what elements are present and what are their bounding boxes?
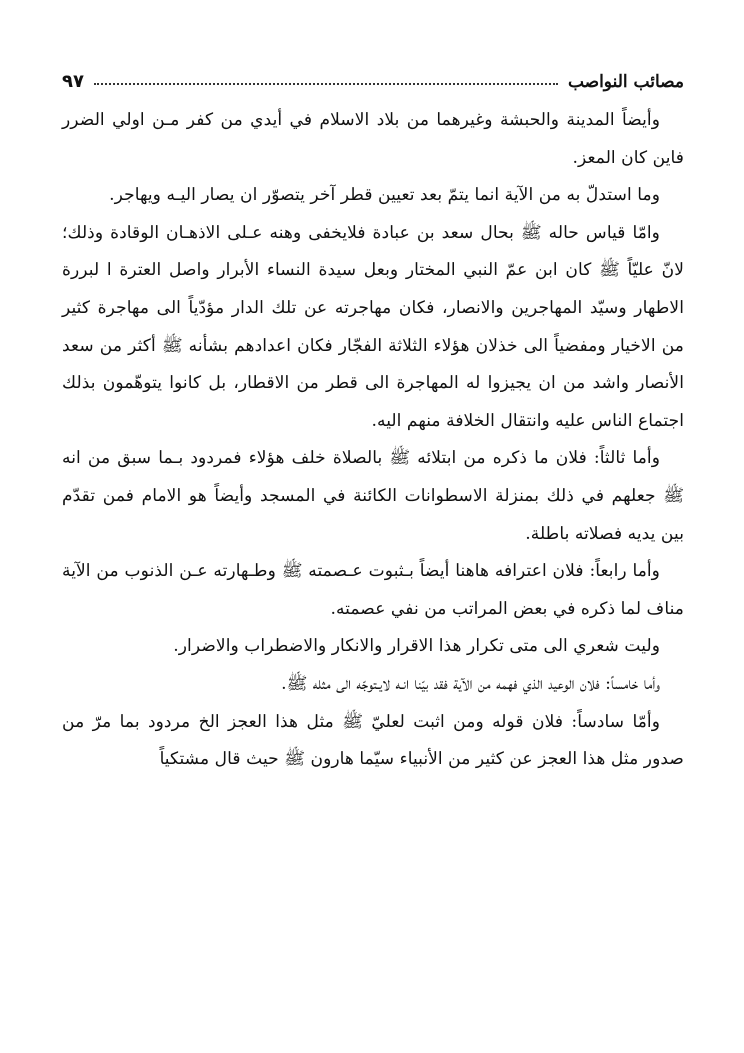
dotted-leader xyxy=(94,83,558,85)
paragraph: وأيضاً المدينة والحبشة وغيرهما من بلاد الاسلام في أيدي من كفر مـن اولي الضرر فاين كان المعز. xyxy=(62,110,684,168)
paragraph: وأما ثالثاً: فلان ما ذكره من ابتلائه ﷺ بالصلاة خلف هؤلاء فمردود بـما سبق من انه ﷺ جعلهم في ذلك بمنزلة الاسطوانات الكائنة في المسجد وأيضاً هو الامام فمن تقدّم بين يديه فصلاته باطلة. xyxy=(62,448,684,544)
paragraph: وأما خامساً: فلان الوعيد الذي فهمه من الآية فقد بيّنا انـه لايـتوجّه الى مثله ﷺ. xyxy=(281,673,660,694)
paragraph: وامّا قياس حاله ﷺ بحال سعد بن عبادة فلايخفى وهنه عـلى الاذهـان الوقادة وذلك؛ لانّ عليّاً ﷺ كان ابن عمّ النبي المختار وبعل سيدة النساء الأبرار واصل العترة ا لبررة الاطهار وسيّد المهاجرين والانصار، فكان مهاجرته عن تلك الدار مؤدّياً الى مهاجرة كثير من الاخيار ومفضياً الى خذلان هؤلاء الثلاثة الفجّار فكان اعدادهم بشأنه ﷺ أكثر من سعد الأنصار واشد من ان يجيزوا له المهاجرة الى قطر من الاقطار، بل كانوا يتوهّمون بذلك اجتماع الناس عليه وانتقال الخلافة منهم اليه. xyxy=(62,222,684,431)
paragraph: وأمّا سادساً: فلان قوله ومن اثبت لعليّ ﷺ مثل هذا العجز الخ مردود بما مرّ من صدور مثل هذا العجز عن كثير من الأنبياء سيّما هارون ﷺ حيث قال مشتكياً xyxy=(62,711,684,770)
page-number: ٩٧ xyxy=(62,71,84,92)
paragraph: وليت شعري الى متى تكرار هذا الاقرار والانكار والاضطراب والاضرار. xyxy=(173,636,660,657)
body-text xyxy=(62,102,684,779)
paragraph: وما استدلّ به من الآية انما يتمّ بعد تعيين قطر آخر يتصوّر ان يصار اليـه ويهاجر. xyxy=(109,185,660,206)
running-title: مصائب النواصب xyxy=(567,72,684,92)
paragraph: وأما رابعاً: فلان اعترافه هاهنا أيضاً بـثبوت عـصمته ﷺ وطـهارته عـن الذنوب من الآية مناف لما ذكره في بعض المراتب من نفي عصمته. xyxy=(62,561,684,619)
page-header xyxy=(62,58,684,92)
book-page xyxy=(62,58,684,1018)
